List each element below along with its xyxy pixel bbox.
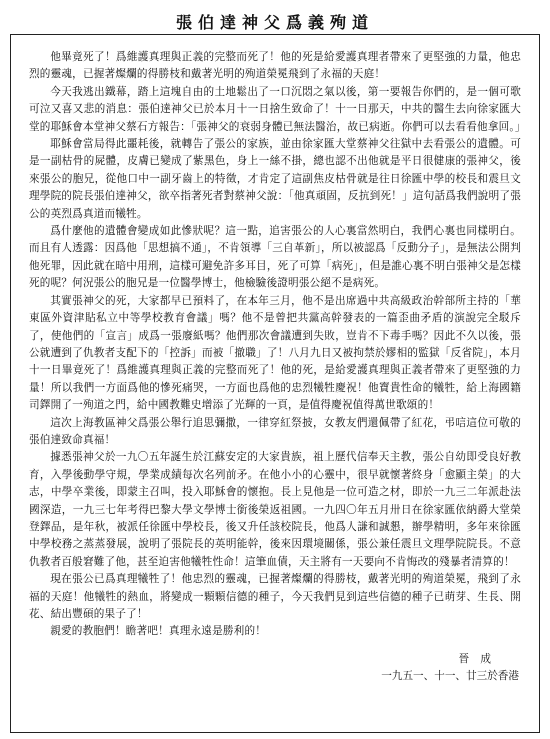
paragraph-3: 耶穌會當局得此噩耗後，就轉告了張公的家族，並由徐家匯大堂蔡神父往獄中去看張公的遺體。可是一副枯骨的屍體，皮膚已變成了紫黑色，身上一絲不掛，總也認不出他就是平日很健康的張神父，後來張公的胞兄，從他口中一副牙齒上的特徵，才肯定了這副焦皮枯骨就是往日徐匯中學的校長和震旦文理學院的院長張伯達神父，欲卒指著死者對蔡神父說：「他真頑固，反抗到死！」這句話爲我們說明了張公的英烈爲真道而犧牲。 bbox=[29, 138, 521, 220]
paragraph-1: 他畢竟死了！爲維護真理與正義的完整而死了！他的死是給愛護真理者帶來了更堅強的力量，他忠烈的靈魂，已握著燦爛的得勝枝和戴著光明的殉道榮冕飛到了永福的天庭！ bbox=[29, 51, 521, 81]
paragraph-8: 現在張公已爲真理犧牲了！他忠烈的靈魂，已握著燦爛的得勝枝，戴著光明的殉道榮冕，飛到了永福的天庭！他犧牲的熱血，將變成一顆顆信德的種子，今天我們見到這些信德的種子已萌芽、生長、開花、結出豐碩的果子了！ bbox=[29, 573, 521, 620]
signature-block bbox=[29, 651, 521, 685]
paragraph-6: 這次上海教區神父爲張公舉行追思彌撒，一律穿紅祭披，女教友們還佩帶了紅花，弔唁這位可敬的張伯達致命真福！ bbox=[29, 416, 521, 446]
paragraph-7: 據悉張神父於一九〇五年誕生於江蘇安定的大家貴族，祖上歷代信奉天主教，張公自幼即受良好教育，入學後動學守規，學業成績每次名列前矛。在他小小的心靈中，很早就懷著終身「愈顯主榮」的大志，中學卒業後，即蒙主召叫，投入耶穌會的懷抱。長上見他是一位可造之材，即於一九三二年派赴法國深造，一九三七年考得巴黎大學文學博士銜後榮返祖國。一九四〇年五月卅日在徐家匯依納爵大堂榮登鐸品，是年秋，被派任徐匯中學校長，後又升任該校院長，他爲人謙和誠懇，辦學精明，多年來徐匯中學校務之蒸蒸發展，說明了張院長的英明能幹，後來因環境關係，張公兼任震旦文理學院院長。不意仇教者百般窘難了他，甚至迫害他犧牲性命！這筆血債，天主將有一天要向不肯悔改的殘暴者清算的！ bbox=[29, 451, 521, 568]
signature-date: 一九五一、十一、廿三於香港 bbox=[381, 669, 519, 682]
paragraph-9: 親愛的教胞們！瞻著吧！真理永遠是勝利的！ bbox=[50, 625, 267, 638]
signature-author: 晉 成 bbox=[458, 652, 495, 665]
page-title: 張伯達神父爲義殉道 bbox=[175, 13, 374, 32]
paragraph-4: 爲什麼他的遺體會變成如此慘狀呢？這一點，追害張公的人心裏當然明白，我們心裏也同樣明白。而且有人透露：因爲他「思想搞不通」，不肯領導「三自革新」，所以被認爲「反動分子」，是無法公開判他死罪，因此就在暗中用刑，這樣可避免許多耳目，死了可算「病死」，但是誰心裏不明白張神父是怎樣死的呢？何況張公的胞兄是一位醫學博士，他檢驗後證明張公絕不是病死。 bbox=[29, 225, 521, 290]
paragraph-2: 今天我逃出鐵幕，踏上這塊自由的土地鬆出了一口沉悶之氣以後，第一要報告你們的，是一個可歌可泣又喜又悲的消息：張伯達神父已於本月十一日捨生致命了！十一日那天，中共的醫生去向徐家匯大堂的耶穌會本堂神父蔡石方報告：「張神父的衰弱身體已無法醫治，故已病逝。你們可以去看看他拿回。」 bbox=[29, 85, 526, 133]
paragraph-5: 其實張神父的死，大家都早已預料了，在本年三月，他不是出席過中共高級政治幹部所主持的「華東區外資津貼私立中等學校教育會議」嗎？他不是曾把共黨高幹發表的一篇歪曲矛盾的演說完全駁斥了，使他們的「宣言」成爲一張廢紙嗎？他們那次會議遭到失敗，豈肯不下毒手嗎？因此不久以後，張公就遭到了仇教者支配下的「控訴」而被「撤職」了！八月九日又被拘禁於嫪相的監獄「反省院」，本月十一日畢竟死了！爲維護真理與正義的完整而死了！他的死，是給愛護真理與正義者帶來了更堅強的力量！所以我們一方面爲他的慘死痛哭，一方面也爲他的忠烈犧牲慶祝！他寶貴性命的犧牲，給上海國籍司鐸開了一殉道之門，給中國教難史增添了光輝的一頁，是值得慶祝值得萬世歌頌的！ bbox=[29, 294, 521, 412]
article-frame bbox=[10, 34, 540, 733]
